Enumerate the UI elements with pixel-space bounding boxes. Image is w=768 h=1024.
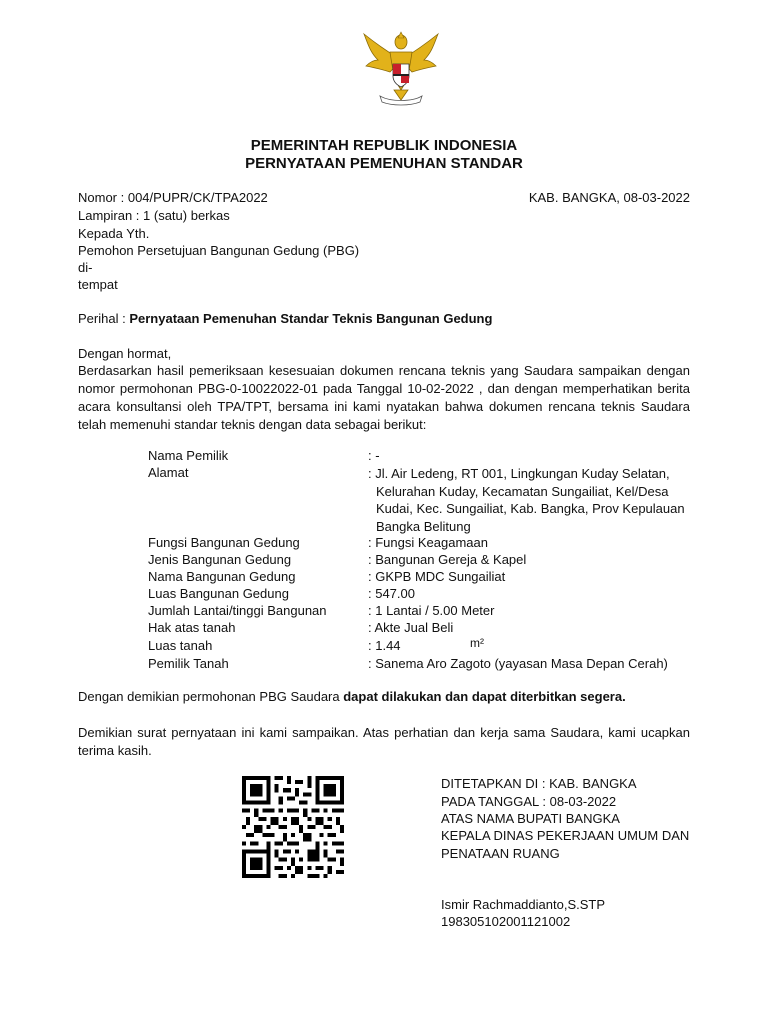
address-value [368, 465, 693, 535]
decision-bold: dapat dilakukan dan dapat diterbitkan segera. [343, 689, 626, 704]
signature-on-behalf: ATAS NAMA BUPATI BANGKA [441, 811, 620, 826]
land-area-unit: m² [470, 636, 484, 650]
letter-di: di- [78, 260, 93, 275]
signature-position-line1: KEPALA DINAS PEKERJAAN UMUM DAN [441, 828, 690, 843]
garuda-emblem-icon [358, 30, 444, 106]
land-owner-label: Pemilik Tanah [148, 656, 229, 671]
building-area-value: : 547.00 [368, 586, 415, 601]
decision-statement [78, 689, 626, 704]
address-line1: : Jl. Air Ledeng, RT 001, Lingkungan Kuday Selatan, [368, 466, 670, 481]
letter-tempat: tempat [78, 277, 118, 292]
letter-greeting: Dengan hormat, [78, 346, 172, 361]
building-area-label: Luas Bangunan Gedung [148, 586, 289, 601]
floors-height-value: : 1 Lantai / 5.00 Meter [368, 603, 495, 618]
building-type-value: : Bangunan Gereja & Kapel [368, 552, 527, 567]
building-function-label: Fungsi Bangunan Gedung [148, 535, 300, 550]
decision-prefix: Dengan demikian permohonan PBG Saudara [78, 689, 344, 704]
signatory-nip: 198305102001121002 [441, 914, 571, 929]
subject-value: Pernyataan Pemenuhan Standar Teknis Bangunan Gedung [129, 311, 493, 326]
qr-code-icon [240, 776, 346, 878]
floors-height-label: Jumlah Lantai/tinggi Bangunan [148, 603, 327, 618]
address-label: Alamat [148, 465, 189, 480]
building-type-label: Jenis Bangunan Gedung [148, 552, 292, 567]
signatory-name: Ismir Rachmaddianto,S.STP [441, 897, 606, 912]
land-owner-value: : Sanema Aro Zagoto (yayasan Masa Depan Cerah) [368, 656, 668, 671]
header-title-line2: PERNYATAAN PEMENUHAN STANDAR [245, 155, 523, 172]
letter-subject [78, 311, 492, 326]
letter-kepada: Kepada Yth. [78, 226, 150, 241]
building-name-value: : GKPB MDC Sungailiat [368, 569, 506, 584]
letter-number: Nomor : 004/PUPR/CK/TPA2022 [78, 190, 268, 205]
letter-recipient: Pemohon Persetujuan Bangunan Gedung (PBG) [78, 243, 360, 258]
signature-position-line2: PENATAAN RUANG [441, 846, 560, 861]
land-area-value: : 1.44 [368, 638, 401, 653]
letter-body-paragraph: Berdasarkan hasil pemeriksaan kesesuaian dokumen rencana teknis yang Saudara sampaikan dengan nomor permohonan PBG-0-10022022-01 pada Tanggal 10-02-2022 , dan dengan memperhatikan berita acara konsultansi oleh TPA/TPT, bersama ini kami nyatakan bahwa dokumen rencana teknis Saudara telah memenuhi standar teknis dengan data sebagai berikut: [78, 363, 690, 432]
owner-name-value: : - [368, 448, 380, 463]
subject-label: Perihal : [78, 311, 126, 326]
building-function-value: : Fungsi Keagamaan [368, 535, 488, 550]
signature-place: DITETAPKAN DI : KAB. BANGKA [441, 776, 637, 791]
owner-name-label: Nama Pemilik [148, 448, 229, 463]
letter-attachment: Lampiran : 1 (satu) berkas [78, 208, 230, 223]
land-area-label: Luas tanah [148, 638, 213, 653]
closing-paragraph: Demikian surat pernyataan ini kami sampaikan. Atas perhatian dan kerja sama Saudara, kami ucapkan terima kasih. [78, 725, 690, 758]
land-right-value: : Akte Jual Beli [368, 620, 454, 635]
address-continued: Kelurahan Kuday, Kecamatan Sungailiat, Kel/Desa Kudai, Kec. Sungailiat, Kab. Bangka, Prov Kepulauan Bangka Belitung [376, 483, 685, 534]
signature-date: PADA TANGGAL : 08-03-2022 [441, 794, 617, 809]
land-right-label: Hak atas tanah [148, 620, 236, 635]
header-title-line1: PEMERINTAH REPUBLIK INDONESIA [250, 137, 518, 154]
letter-place-date: KAB. BANGKA, 08-03-2022 [528, 190, 690, 205]
building-name-label: Nama Bangunan Gedung [148, 569, 296, 584]
